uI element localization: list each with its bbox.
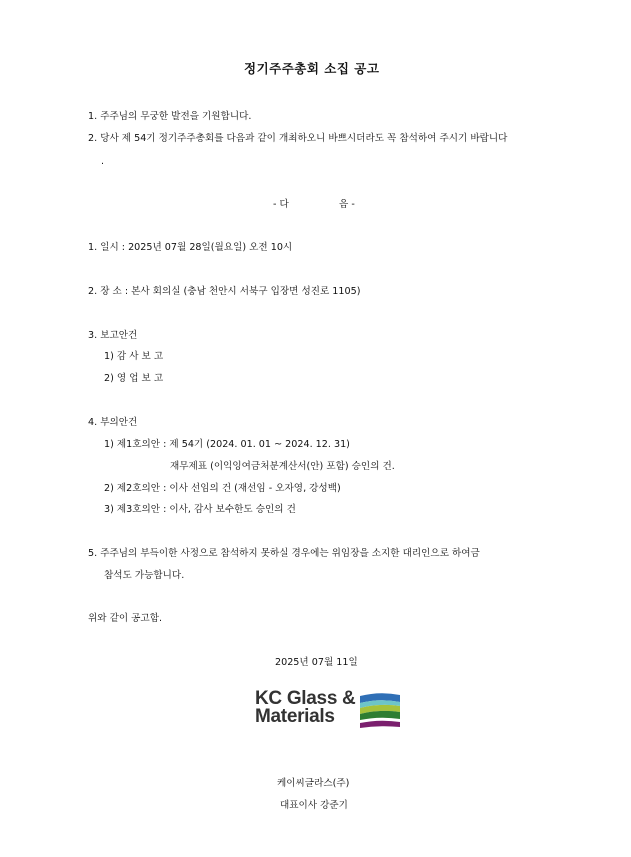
intro-line-2-continued: . [101, 156, 105, 167]
closing-text: 위와 같이 공고함. [88, 613, 163, 624]
ceo-name: 대표이사 강준기 [280, 800, 348, 811]
company-name: 케이씨글라스(주) [277, 778, 350, 789]
notice-title: 정기주주총회 소집 공고 [244, 61, 380, 76]
item-date-time: 1. 일시 : 2025년 07월 28일(월요일) 오전 10시 [88, 242, 293, 253]
item-proxy-line-2: 참석도 가능합니다. [104, 570, 185, 581]
logo-mark-icon [360, 692, 400, 728]
intro-line-1: 1. 주주님의 무궁한 발전을 기원합니다. [88, 111, 252, 122]
company-logo [255, 690, 400, 730]
item-report-line-1: 1) 감 사 보 고 [104, 351, 164, 362]
divider-left: - 다 [273, 199, 289, 210]
item-agenda-heading: 4. 부의안건 [88, 417, 138, 428]
item-report-heading: 3. 보고안건 [88, 330, 138, 341]
logo-wordmark: KC Glass & Materials [255, 688, 356, 727]
item-proxy-line-1: 5. 주주님의 부득이한 사정으로 참석하지 못하실 경우에는 위임장을 소지한 대리인으로 하여금 [88, 548, 480, 559]
item-report-line-2: 2) 영 업 보 고 [104, 373, 164, 384]
item-agenda-line-1: 1) 제1호의안 : 제 54기 (2024. 01. 01 ~ 2024. 12. 31) [104, 439, 350, 450]
item-agenda-line-3: 3) 제3호의안 : 이사, 감사 보수한도 승인의 건 [104, 504, 296, 515]
divider-right: 음 - [339, 199, 355, 210]
item-agenda-line-2: 2) 제2호의안 : 이사 선임의 건 (재선임 - 오자영, 강성백) [104, 483, 341, 494]
notice-date: 2025년 07월 11일 [275, 657, 358, 668]
item-agenda-line-1-continued: 재무제표 (이익잉여금처분계산서(안) 포함) 승인의 건. [170, 461, 395, 472]
item-venue: 2. 장 소 : 본사 회의실 (충남 천안시 서북구 입장면 성진로 1105) [88, 286, 361, 297]
intro-line-2: 2. 당사 제 54기 정기주주총회를 다음과 같이 개최하오니 바쁘시더라도 꼭 참석하여 주시기 바랍니다 [88, 133, 508, 144]
